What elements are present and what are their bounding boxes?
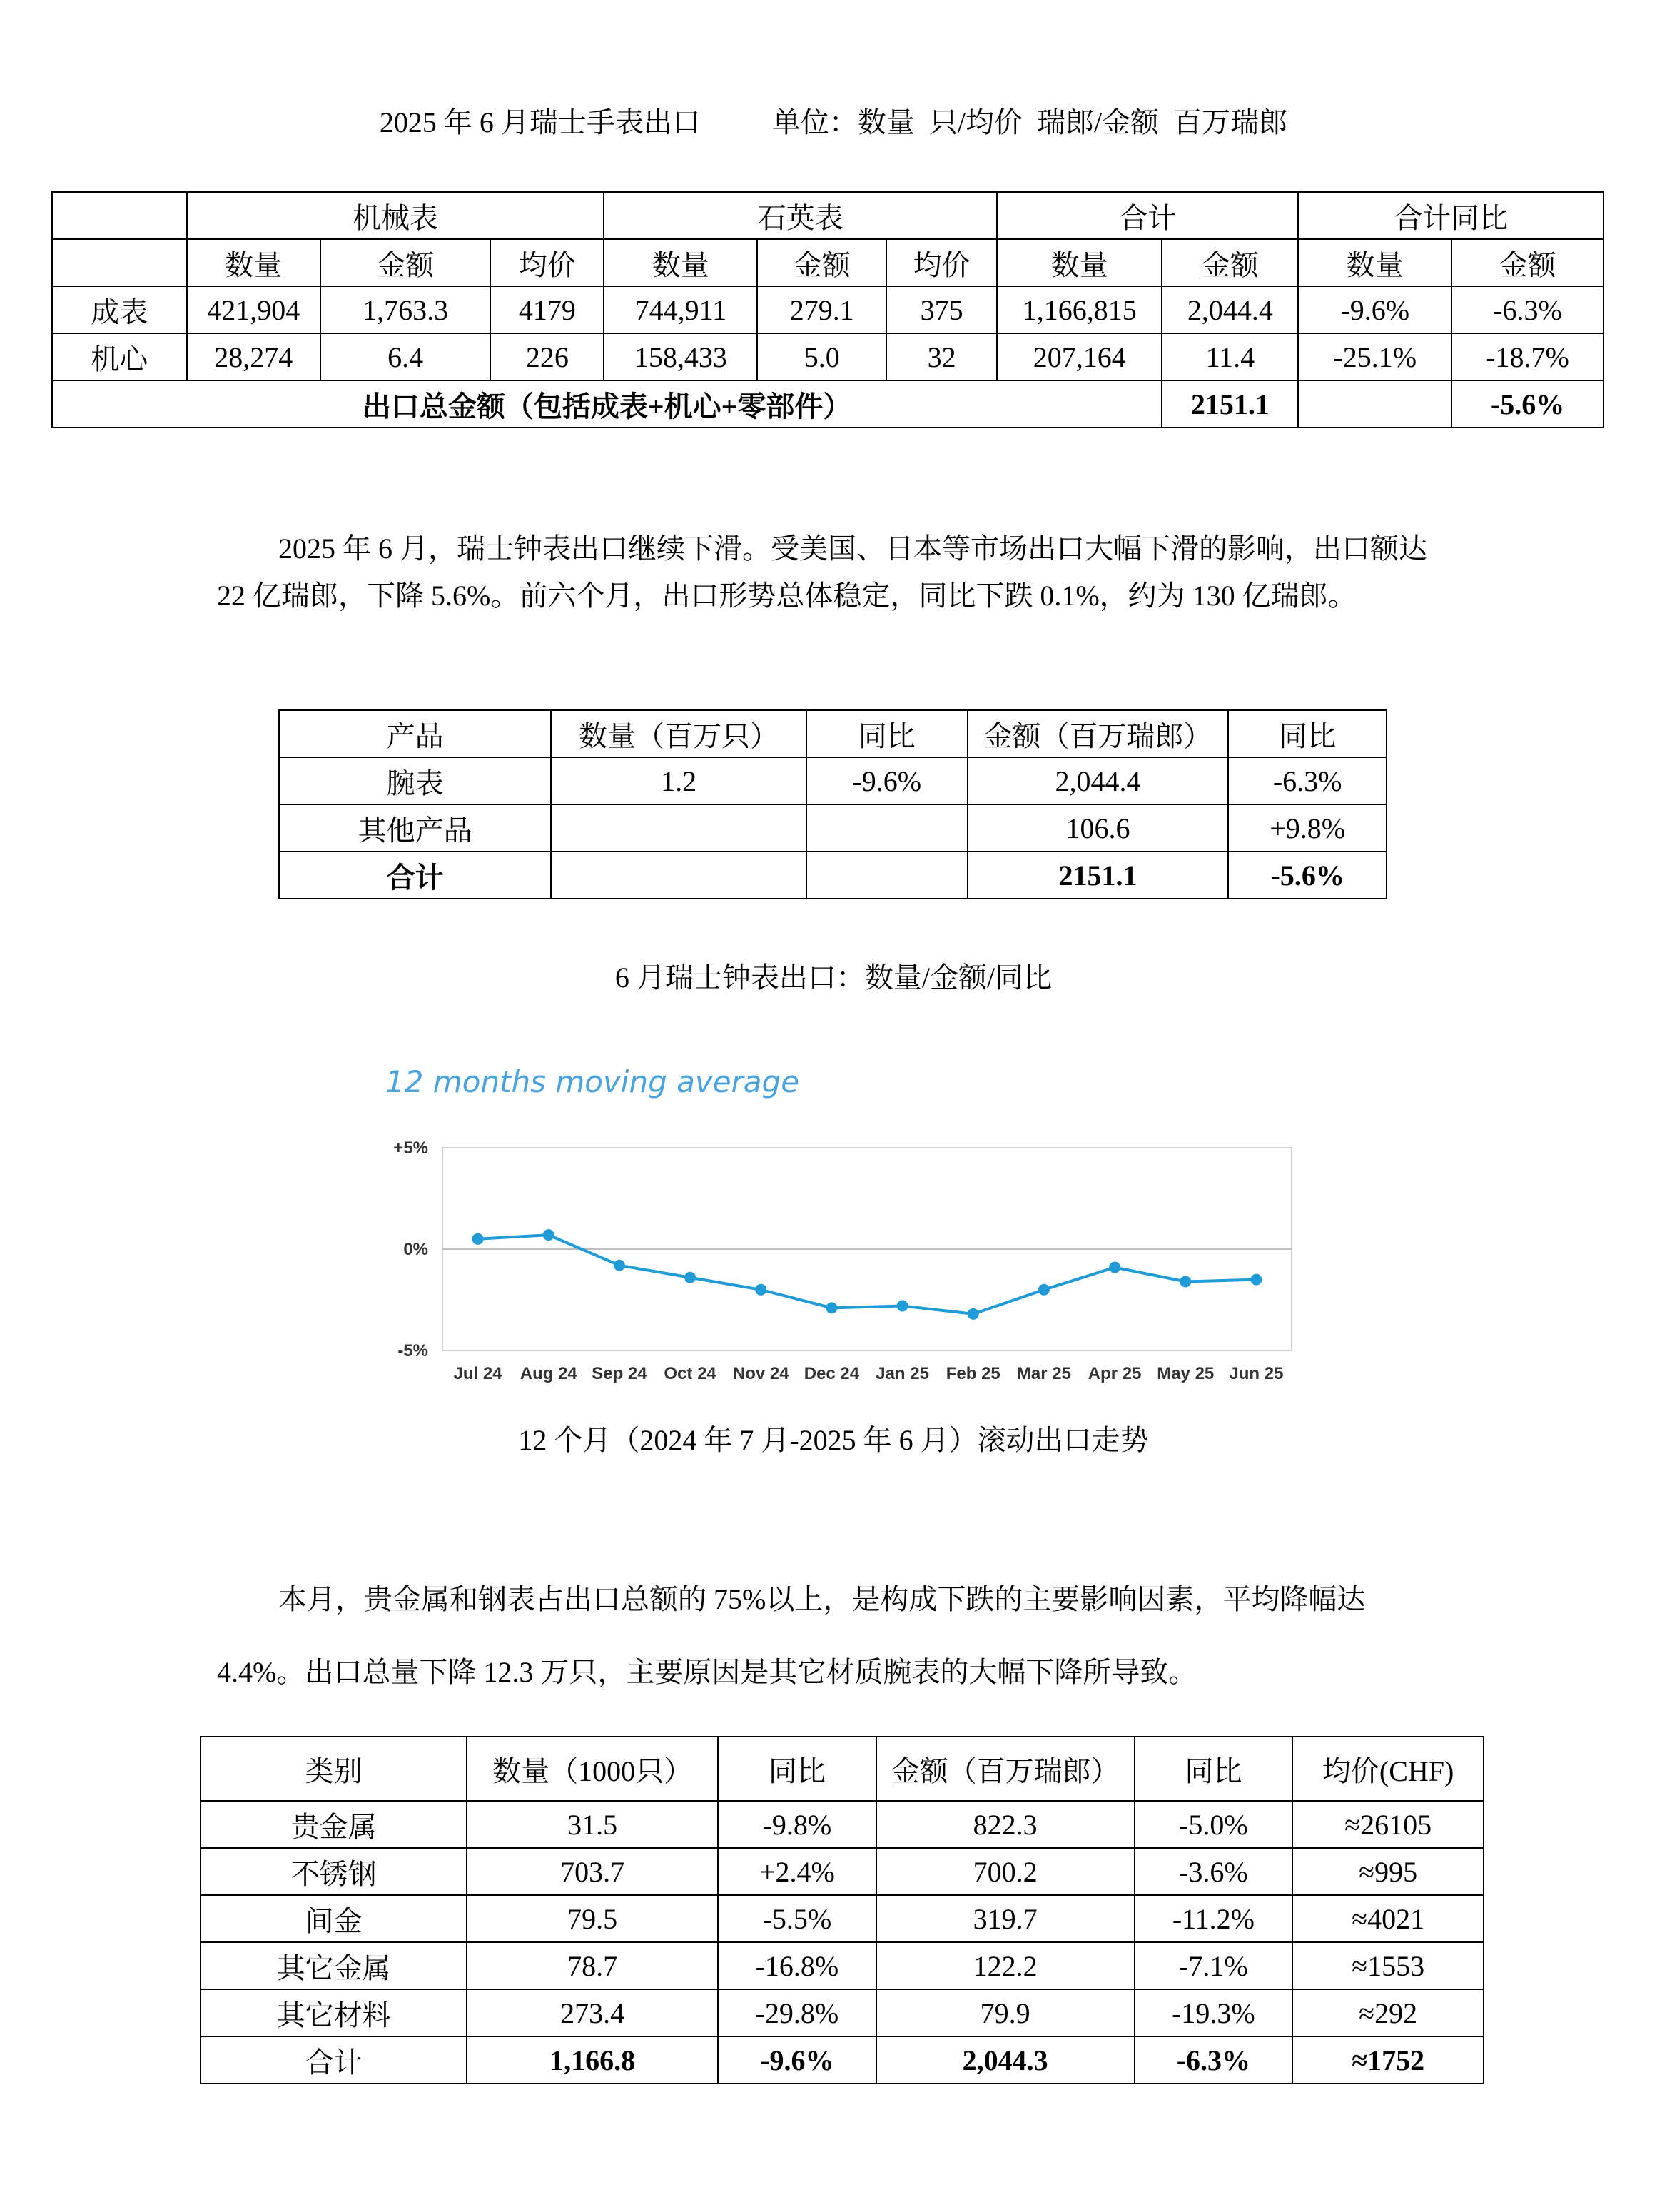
table-cell: 122.2 xyxy=(876,1942,1135,1989)
group-header: 石英表 xyxy=(604,192,997,239)
table-row xyxy=(201,1848,1484,1895)
table-cell: ≈4021 xyxy=(1292,1895,1484,1942)
table-cell: 207,164 xyxy=(997,333,1162,380)
table-cell: 4179 xyxy=(490,286,604,333)
table-cell: 不锈钢 xyxy=(201,1848,467,1895)
x-tick-label: Jan 25 xyxy=(876,1364,929,1383)
paragraph-material-summary: 本月，贵金属和钢表占出口总额的 75%以上，是构成下跌的主要影响因素，平均降幅达 4.4%。出口总量下降 12.3 万只，主要原因是其它材质腕表的大幅下降所导致。 xyxy=(217,1583,1366,1688)
data-point xyxy=(755,1284,766,1296)
x-tick-label: Aug 24 xyxy=(520,1364,577,1383)
x-tick-label: Jun 25 xyxy=(1229,1364,1284,1383)
table-cell xyxy=(551,804,806,852)
table-cell: -16.8% xyxy=(718,1942,876,1989)
paragraph-june-summary: 2025 年 6 月，瑞士钟表出口继续下滑。受美国、日本等市场出口大幅下滑的影响，出口额达 22 亿瑞郎，下降 5.6%。前六个月，出口形势总体稳定，同比下跌 0.1%，约为 130 亿瑞郎。 xyxy=(217,532,1427,612)
row-label: 成表 xyxy=(52,286,187,333)
material-table xyxy=(200,1736,1484,2084)
table-cell: 226 xyxy=(490,333,604,380)
table-cell: 5.0 xyxy=(757,333,886,380)
chart-title: 12 months moving average xyxy=(385,1064,800,1099)
table-cell: 28,274 xyxy=(187,333,320,380)
table-cell: +2.4% xyxy=(718,1848,876,1895)
subheader-row xyxy=(52,239,1603,286)
table-cell: -5.5% xyxy=(718,1895,876,1942)
table-cell: 2,044.4 xyxy=(968,757,1229,804)
table-cell: -5.0% xyxy=(1135,1801,1293,1848)
data-point xyxy=(1109,1262,1120,1273)
table-cell: 79.5 xyxy=(467,1895,718,1942)
header-cell: 同比 xyxy=(718,1737,876,1801)
table-cell: 279.1 xyxy=(757,286,886,333)
table-cell: 贵金属 xyxy=(201,1801,467,1848)
table-cell: -29.8% xyxy=(718,1989,876,2036)
table-cell: 1,763.3 xyxy=(320,286,490,333)
table-cell: 703.7 xyxy=(467,1848,718,1895)
total-row xyxy=(201,2036,1484,2084)
total-row xyxy=(279,852,1387,899)
subheader-cell: 金额 xyxy=(757,239,886,286)
table-cell: ≈292 xyxy=(1292,1989,1484,2036)
subheader-cell: 均价 xyxy=(886,239,997,286)
table-cell: 375 xyxy=(886,286,997,333)
table-cell: 其它材料 xyxy=(201,1989,467,2036)
data-point xyxy=(968,1308,979,1320)
table-cell: -9.6% xyxy=(806,757,968,804)
table-cell: 其他产品 xyxy=(279,804,551,852)
table-cell: 158,433 xyxy=(604,333,757,380)
table-cell: -19.3% xyxy=(1135,1989,1293,2036)
table-cell: -9.8% xyxy=(718,1801,876,1848)
header-cell: 金额（百万瑞郎） xyxy=(876,1737,1135,1801)
total-label: 出口总金额（包括成表+机心+零部件） xyxy=(52,380,1162,428)
group-header: 合计同比 xyxy=(1298,192,1603,239)
table-cell: -6.3% xyxy=(1135,2036,1293,2084)
subheader-cell: 均价 xyxy=(490,239,604,286)
unit-text: 单位：数量 只/均价 瑞郎/金额 百万瑞郎 xyxy=(771,106,1288,138)
caption-rolling-trend: 12 个月（2024 年 7 月-2025 年 6 月）滚动出口走势 xyxy=(518,1424,1149,1456)
table-cell xyxy=(806,804,968,852)
header-row xyxy=(201,1737,1484,1801)
title-text: 2025 年 6 月瑞士手表出口 xyxy=(379,106,701,138)
table-cell: 319.7 xyxy=(876,1895,1135,1942)
x-tick-label: Jul 24 xyxy=(453,1364,502,1383)
table-row xyxy=(52,333,1603,380)
caption-june-export: 6 月瑞士钟表出口：数量/金额/同比 xyxy=(614,961,1053,994)
corner-cell xyxy=(52,192,187,239)
table-cell: -25.1% xyxy=(1298,333,1451,380)
table-cell: ≈995 xyxy=(1292,1848,1484,1895)
data-point xyxy=(1250,1274,1262,1286)
table-cell: -6.3% xyxy=(1451,286,1603,333)
product-table xyxy=(278,709,1387,899)
empty-cell xyxy=(1298,380,1451,428)
subheader-cell: 数量 xyxy=(1298,239,1451,286)
table-cell: -5.6% xyxy=(1228,852,1387,899)
group-header: 机械表 xyxy=(187,192,604,239)
header-cell: 均价(CHF) xyxy=(1292,1737,1484,1801)
header-cell: 同比 xyxy=(1135,1737,1293,1801)
group-header-row xyxy=(52,192,1603,239)
table-cell: 78.7 xyxy=(467,1942,718,1989)
x-tick-label: Dec 24 xyxy=(804,1364,860,1383)
total-value: 2151.1 xyxy=(1162,380,1298,428)
header-cell: 数量（百万只） xyxy=(551,710,806,757)
data-point xyxy=(684,1272,696,1283)
table-cell: 间金 xyxy=(201,1895,467,1942)
table-cell: 1,166,815 xyxy=(997,286,1162,333)
table-row xyxy=(201,1989,1484,2036)
table-cell: 合计 xyxy=(279,852,551,899)
table-cell: 700.2 xyxy=(876,1848,1135,1895)
table-cell: 822.3 xyxy=(876,1801,1135,1848)
page-title xyxy=(0,100,1667,141)
table-cell: 2151.1 xyxy=(968,852,1229,899)
table-cell: -11.2% xyxy=(1135,1895,1293,1942)
table-cell: +9.8% xyxy=(1228,804,1387,852)
table-cell: 6.4 xyxy=(320,333,490,380)
header-cell: 产品 xyxy=(279,710,551,757)
subheader-cell: 金额 xyxy=(1162,239,1298,286)
table-cell: 79.9 xyxy=(876,1989,1135,2036)
table-cell xyxy=(806,852,968,899)
table-row xyxy=(279,757,1387,804)
data-point xyxy=(472,1233,484,1245)
header-cell: 数量（1000只） xyxy=(467,1737,718,1801)
data-point xyxy=(543,1229,554,1241)
total-row xyxy=(52,380,1603,428)
subheader-cell: 数量 xyxy=(997,239,1162,286)
x-tick-label: Nov 24 xyxy=(732,1364,789,1383)
table-cell: 合计 xyxy=(201,2036,467,2084)
moving-average-chart xyxy=(371,1056,1299,1399)
subheader-cell: 金额 xyxy=(320,239,490,286)
table-cell: -7.1% xyxy=(1135,1942,1293,1989)
header-cell: 同比 xyxy=(806,710,968,757)
table-cell: 31.5 xyxy=(467,1801,718,1848)
table-cell: 2,044.4 xyxy=(1162,286,1298,333)
data-point xyxy=(614,1260,625,1271)
table-cell: 1.2 xyxy=(551,757,806,804)
x-tick-label: Oct 24 xyxy=(664,1364,716,1383)
chart-marks xyxy=(472,1229,1262,1320)
table-cell: 11.4 xyxy=(1162,333,1298,380)
y-tick-label: 0% xyxy=(403,1240,428,1259)
table-cell: 744,911 xyxy=(604,286,757,333)
table-cell: ≈26105 xyxy=(1292,1801,1484,1848)
data-point xyxy=(826,1302,837,1313)
subheader-cell: 金额 xyxy=(1451,239,1603,286)
data-point xyxy=(1038,1284,1050,1296)
total-yoy: -5.6% xyxy=(1451,380,1603,428)
table-cell: ≈1553 xyxy=(1292,1942,1484,1989)
x-tick-label: Sep 24 xyxy=(592,1364,647,1383)
row-label: 机心 xyxy=(52,333,187,380)
data-point xyxy=(1180,1276,1191,1287)
data-point xyxy=(897,1301,908,1312)
table-row xyxy=(201,1801,1484,1848)
header-cell: 同比 xyxy=(1228,710,1387,757)
y-tick-label: -5% xyxy=(397,1341,428,1360)
table-cell: 273.4 xyxy=(467,1989,718,2036)
table-cell: 其它金属 xyxy=(201,1942,467,1989)
series-line xyxy=(478,1235,1257,1314)
table-cell: ≈1752 xyxy=(1292,2036,1484,2084)
header-row xyxy=(279,710,1387,757)
table-cell: 1,166.8 xyxy=(467,2036,718,2084)
table-cell: 106.6 xyxy=(968,804,1229,852)
table-cell xyxy=(551,852,806,899)
export-summary-table xyxy=(51,191,1604,428)
header-cell: 金额（百万瑞郎） xyxy=(968,710,1229,757)
table-cell: -9.6% xyxy=(1298,286,1451,333)
table-row xyxy=(52,286,1603,333)
table-cell: -18.7% xyxy=(1451,333,1603,380)
table-cell: -3.6% xyxy=(1135,1848,1293,1895)
x-tick-label: May 25 xyxy=(1157,1364,1215,1383)
table-cell: 32 xyxy=(886,333,997,380)
table-row xyxy=(201,1942,1484,1989)
table-row xyxy=(279,804,1387,852)
table-cell: 421,904 xyxy=(187,286,320,333)
corner-cell xyxy=(52,239,187,286)
table-cell: -6.3% xyxy=(1228,757,1387,804)
table-cell: 腕表 xyxy=(279,757,551,804)
y-tick-label: +5% xyxy=(393,1138,428,1158)
x-tick-label: Apr 25 xyxy=(1088,1364,1142,1383)
x-tick-label: Mar 25 xyxy=(1016,1364,1071,1383)
header-cell: 类别 xyxy=(201,1737,467,1801)
x-tick-label: Feb 25 xyxy=(946,1364,1000,1383)
subheader-cell: 数量 xyxy=(187,239,320,286)
chart-axes xyxy=(393,1138,1292,1360)
table-cell: 2,044.3 xyxy=(876,2036,1135,2084)
subheader-cell: 数量 xyxy=(604,239,757,286)
table-cell: -9.6% xyxy=(718,2036,876,2084)
group-header: 合计 xyxy=(997,192,1298,239)
chart-x-labels xyxy=(454,1364,1284,1383)
table-row xyxy=(201,1895,1484,1942)
